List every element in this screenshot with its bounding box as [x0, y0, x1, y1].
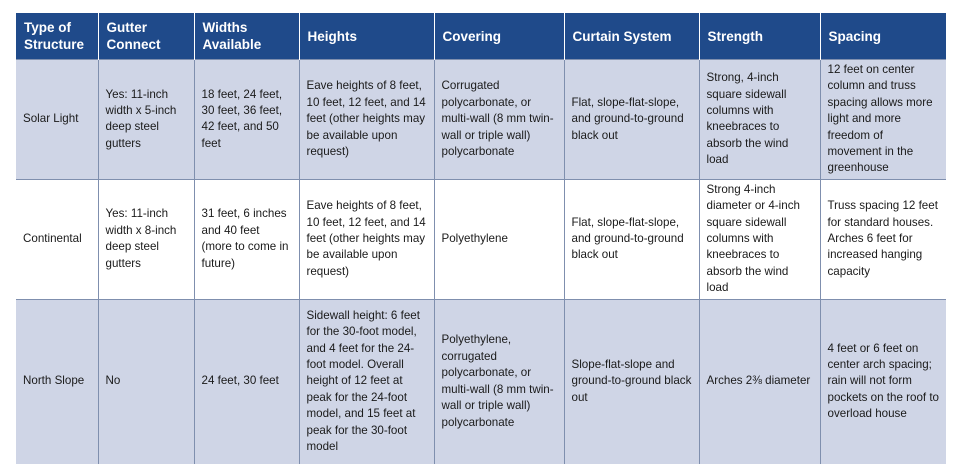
header-type-of-structure: Type of Structure — [16, 13, 98, 60]
cell-heights: Eave heights of 8 feet, 10 feet, 12 feet, and 14 feet (other heights may be available upon request) — [299, 60, 434, 180]
header-spacing: Spacing — [820, 13, 946, 60]
cell-spacing: 12 feet on center column and truss spacing allows more light and more freedom of movement in the greenhouse — [820, 60, 946, 180]
cell-covering: Polyethylene — [434, 179, 564, 299]
header-curtain-system: Curtain System — [564, 13, 699, 60]
cell-type: North Slope — [16, 299, 98, 464]
cell-curtain: Flat, slope-flat-slope, and ground-to-ground black out — [564, 60, 699, 180]
cell-strength: Strong 4-inch diameter or 4-inch square sidewall columns with kneebraces to absorb the wind load — [699, 179, 820, 299]
cell-spacing: 4 feet or 6 feet on center arch spacing; rain will not form pockets on the roof to overload house — [820, 299, 946, 464]
cell-heights: Eave heights of 8 feet, 10 feet, 12 feet, and 14 feet (other heights may be available upon request) — [299, 179, 434, 299]
cell-type: Solar Light — [16, 60, 98, 180]
cell-strength: Arches 2⅜ diameter — [699, 299, 820, 464]
cell-widths: 31 feet, 6 inches and 40 feet (more to come in future) — [194, 179, 299, 299]
cell-heights: Sidewall height: 6 feet for the 30-foot model, and 4 feet for the 24-foot model. Overall height of 12 feet at peak for the 24-foot model, and 15 feet at peak for the 30-foot model — [299, 299, 434, 464]
cell-covering: Corrugated polycarbonate, or multi-wall (8 mm twin-wall or triple wall) polycarbonate — [434, 60, 564, 180]
header-covering: Covering — [434, 13, 564, 60]
cell-curtain: Slope-flat-slope and ground-to-ground black out — [564, 299, 699, 464]
cell-spacing: Truss spacing 12 feet for standard houses. Arches 6 feet for increased hanging capacity — [820, 179, 946, 299]
cell-type: Continental — [16, 179, 98, 299]
cell-gutter: No — [98, 299, 194, 464]
header-strength: Strength — [699, 13, 820, 60]
header-gutter-connect: Gutter Connect — [98, 13, 194, 60]
cell-covering: Polyethylene, corrugated polycarbonate, or multi-wall (8 mm twin-wall or triple wall) polycarbonate — [434, 299, 564, 464]
table-row — [16, 179, 946, 299]
table-row — [16, 60, 946, 180]
cell-strength: Strong, 4-inch square sidewall columns with kneebraces to absorb the wind load — [699, 60, 820, 180]
cell-gutter: Yes: 11-inch width x 8-inch deep steel gutters — [98, 179, 194, 299]
cell-widths: 24 feet, 30 feet — [194, 299, 299, 464]
table-row — [16, 299, 946, 464]
comparison-table-container — [16, 13, 946, 464]
header-widths-available: Widths Available — [194, 13, 299, 60]
header-heights: Heights — [299, 13, 434, 60]
cell-gutter: Yes: 11-inch width x 5-inch deep steel gutters — [98, 60, 194, 180]
greenhouse-comparison-table — [16, 13, 946, 464]
cell-curtain: Flat, slope-flat-slope, and ground-to-ground black out — [564, 179, 699, 299]
header-row — [16, 13, 946, 60]
cell-widths: 18 feet, 24 feet, 30 feet, 36 feet, 42 feet, and 50 feet — [194, 60, 299, 180]
